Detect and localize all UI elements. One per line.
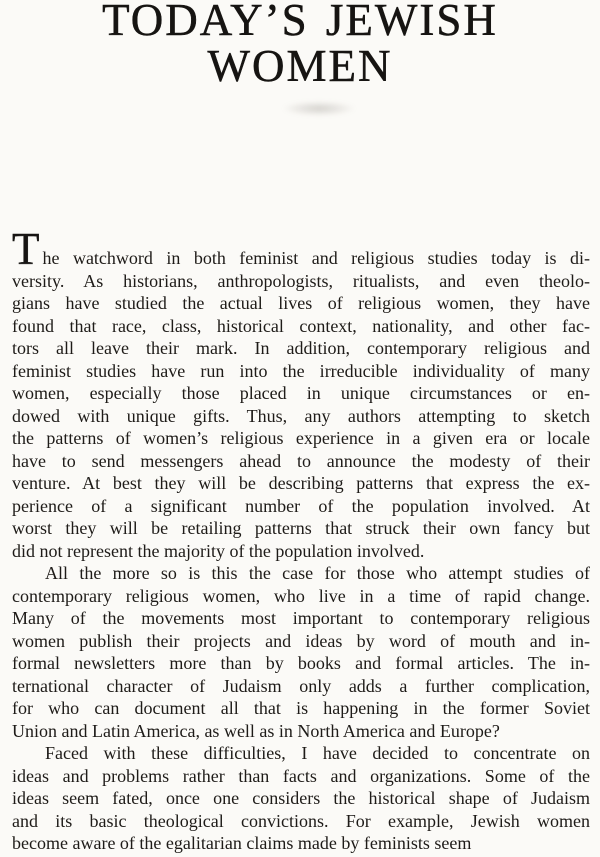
text-line: ternational character of Judaism only adds a further complication, [12,675,590,696]
scan-smudge [283,101,355,116]
text-line: women publish their projects and ideas by word of mouth and in- [12,630,590,651]
text-line: have to send messengers ahead to announce the modesty of their [12,450,590,471]
text-line: All the more so is this the case for those who attempt studies of [45,563,590,583]
text-line: and its basic theological convictions. For example, Jewish women [12,810,590,831]
text-line: ideas and problems rather than facts and organizations. Some of the [12,765,590,786]
chapter-title-line-2: WOMEN [207,41,393,91]
text-line: women, especially those placed in unique circumstances or en- [12,383,590,403]
chapter-title-line-1: TODAY’S JEWISH [102,0,498,45]
text-line: gians have studied the actual lives of religious women, they have [12,293,590,313]
text-line-content: he watchword in both feminist and religious studies today is di- [42,248,590,268]
initial-capital: T [12,224,40,274]
text-line: feminist studies have run into the irreducible individuality of many [12,360,590,381]
text-line: Many of the movements most important to contemporary religious [12,608,590,628]
text-line: Faced with these difficulties, I have decided to concentrate on [45,743,590,763]
text-line: did not represent the majority of the population involved. [12,540,425,561]
text-line: found that race, class, historical context, nationality, and other fac- [12,315,590,336]
text-line: versity. As historians, anthropologists, ritualists, and even theolo- [12,270,590,291]
text-line: contemporary religious women, who live in a time of rapid change. [12,585,590,606]
text-line: become aware of the egalitarian claims made by feminists seem [12,833,472,853]
chapter-title [0,0,600,89]
text-line: formal newsletters more than by books and formal articles. The in- [12,653,590,673]
text-line: the patterns of women’s religious experience in a given era or locale [12,428,590,448]
text-line: worst they will be retailing patterns that struck their own fancy but [12,518,590,538]
text-line: dowed with unique gifts. Thus, any authors attempting to sketch [12,405,590,426]
body-text [12,224,590,855]
text-line: perience of a significant number of the population involved. At [12,495,590,516]
text-line: for who can document all that is happening in the former Soviet [12,698,590,718]
text-line: ideas seem fated, once one considers the historical shape of Judaism [12,788,590,808]
text-line: Union and Latin America, as well as in North America and Europe? [12,720,500,741]
text-line: tors all leave their mark. In addition, contemporary religious and [12,338,590,358]
text-line: venture. At best they will be describing patterns that express the ex- [12,473,590,493]
text-line [12,224,590,274]
